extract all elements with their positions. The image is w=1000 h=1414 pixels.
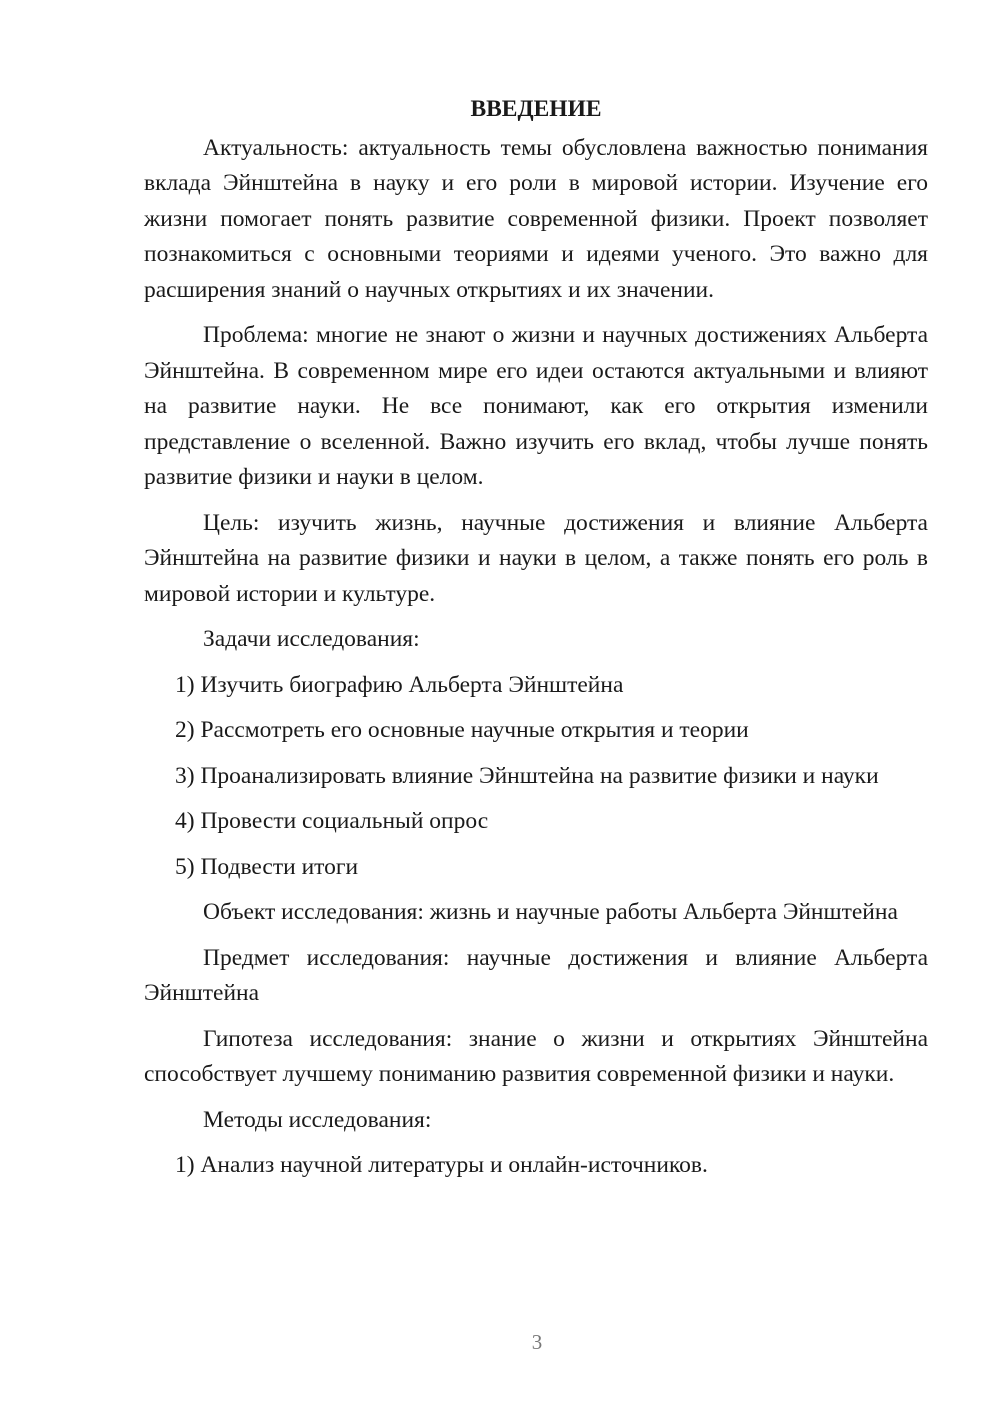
task-item: 5) Подвести итоги bbox=[175, 853, 359, 880]
subject-paragraph: Предмет исследования: научные достижения и влияние Альберта Эйнштейна bbox=[144, 944, 928, 1006]
object-paragraph: Объект исследования: жизнь и научные работы Альберта Эйнштейна bbox=[203, 899, 898, 925]
page-content bbox=[144, 92, 928, 1194]
task-item: 3) Проанализировать влияние Эйнштейна на развитие физики и науки bbox=[175, 762, 879, 789]
problem-paragraph: Проблема: многие не знают о жизни и научных достижениях Альберта Эйнштейна. В современном мире его идеи остаются актуальными и влияют на развитие науки. Не все понимают, как его открытия изменили представление о вселенной. Важно изучить его вклад, чтобы лучше понять развитие физики и науки в целом. bbox=[144, 322, 928, 490]
tasks-label: Задачи исследования: bbox=[203, 626, 420, 652]
method-item: 1) Анализ научной литературы и онлайн-источников. bbox=[175, 1152, 708, 1178]
tasks-list bbox=[144, 668, 928, 886]
page-number: 3 bbox=[531, 1330, 543, 1354]
section-heading: ВВЕДЕНИЕ bbox=[470, 96, 602, 122]
task-item: 1) Изучить биографию Альберта Эйнштейна bbox=[175, 671, 624, 698]
methods-list bbox=[144, 1148, 928, 1184]
methods-label: Методы исследования: bbox=[203, 1106, 432, 1133]
goal-paragraph: Цель: изучить жизнь, научные достижения и влияние Альберта Эйнштейна на развитие физики и науки в целом, а также понять его роль в мировой истории и культуре. bbox=[144, 509, 928, 607]
task-item: 2) Рассмотреть его основные научные открытия и теории bbox=[175, 717, 749, 743]
hypothesis-paragraph: Гипотеза исследования: знание о жизни и открытиях Эйнштейна способствует лучшему пониманию развития современной физики и науки. bbox=[144, 1025, 928, 1087]
task-item: 4) Провести социальный опрос bbox=[175, 808, 489, 834]
relevance-paragraph: Актуальность: актуальность темы обусловлена важностью понимания вклада Эйнштейна в науку и его роли в мировой истории. Изучение его жизни помогает понять развитие современной физики. Проект позволяет познакомиться с основными теориями и идеями ученого. Это важно для расширения знаний о научных открытиях и их значении. bbox=[144, 134, 928, 303]
